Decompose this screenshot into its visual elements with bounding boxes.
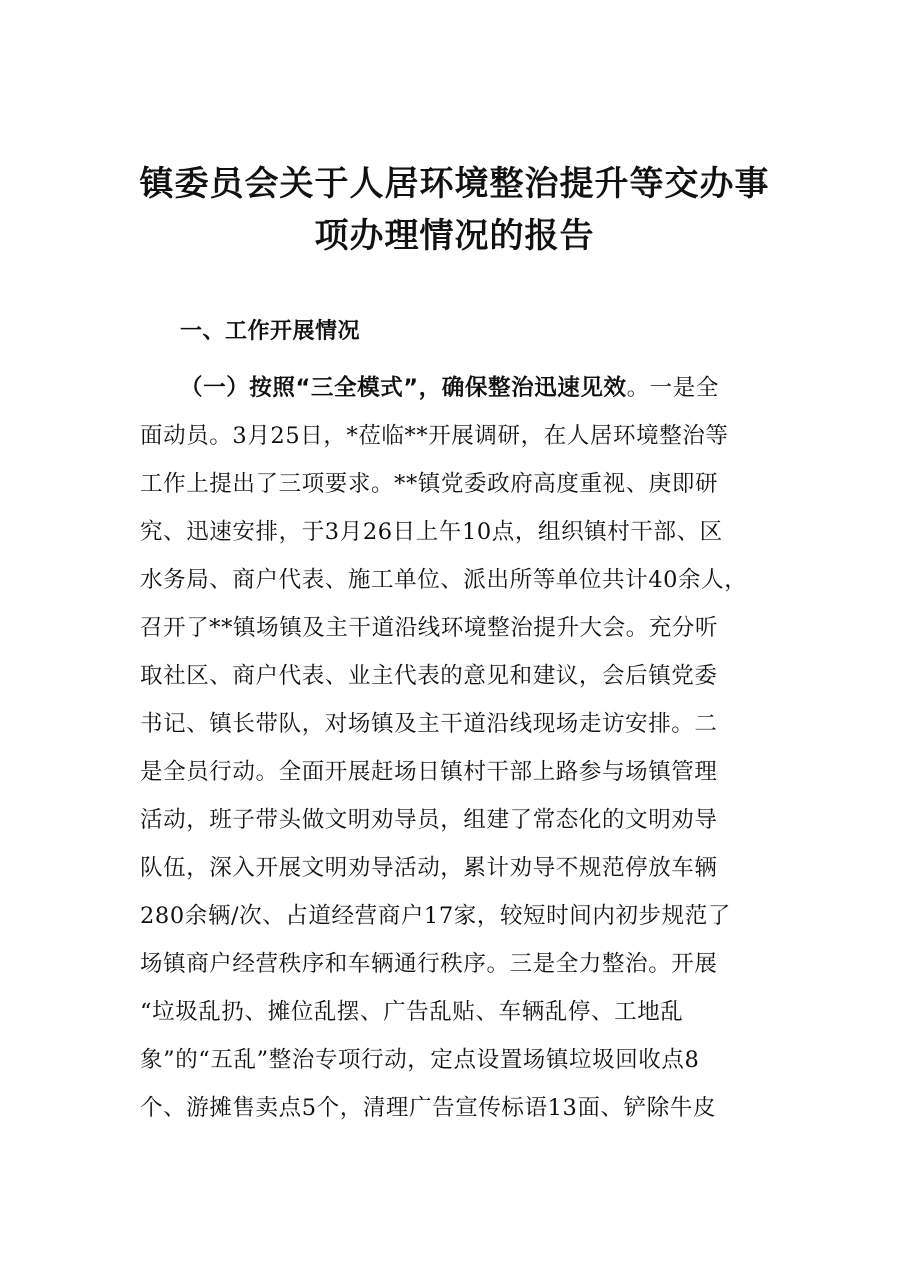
body-line: 队伍，深入开展文明劝导活动，累计劝导不规范停放车辆: [140, 855, 718, 881]
body-line: 书记、镇长带队，对场镇及主干道沿线现场走访安排。二: [140, 711, 718, 737]
body-line: 280余辆/次、占道经营商户17家，较短时间内初步规范了: [140, 903, 731, 929]
body-line: “垃圾乱扔、摊位乱摆、广告乱贴、车辆乱停、工地乱: [140, 999, 684, 1025]
body-line: 个、游摊售卖点5个，清理广告宣传标语13面、铲除牛皮: [140, 1095, 717, 1121]
body-line: 面动员。3月25日，*莅临**开展调研，在人居环境整治等: [140, 423, 729, 449]
body-line: 工作上提出了三项要求。**镇党委政府高度重视、庚即研: [140, 471, 719, 497]
document-title-line-1: 镇委员会关于人居环境整治提升等交办事: [139, 164, 770, 204]
body-line: 召开了**镇场镇及主干道沿线环境整治提升大会。充分听: [140, 615, 719, 641]
body-line: 场镇商户经营秩序和车辆通行秩序。三是全力整治。开展: [140, 951, 718, 977]
body-line: 象”的“五乱”整治专项行动，定点设置场镇垃圾回收点8: [140, 1047, 700, 1073]
body-line: 活动，班子带头做文明劝导员，组建了常态化的文明劝导: [140, 807, 718, 833]
body-line: 究、迅速安排，于3月26日上午10点，组织镇村干部、区: [140, 519, 723, 545]
body-line: 取社区、商户代表、业主代表的意见和建议，会后镇党委: [140, 663, 718, 689]
paragraph-first-line: [180, 370, 820, 406]
document-title-line-2: 项办理情况的报告: [314, 216, 595, 256]
subheading-rest: 。一是全: [626, 375, 719, 401]
section-heading: 一、工作开展情况: [180, 319, 361, 344]
body-line: 是全员行动。全面开展赶场日镇村干部上路参与场镇管理: [140, 759, 718, 785]
subheading-bold: （一）按照“三全模式”，确保整治迅速见效: [180, 375, 627, 401]
body-line: 水务局、商户代表、施工单位、派出所等单位共计40余人，: [140, 567, 748, 593]
